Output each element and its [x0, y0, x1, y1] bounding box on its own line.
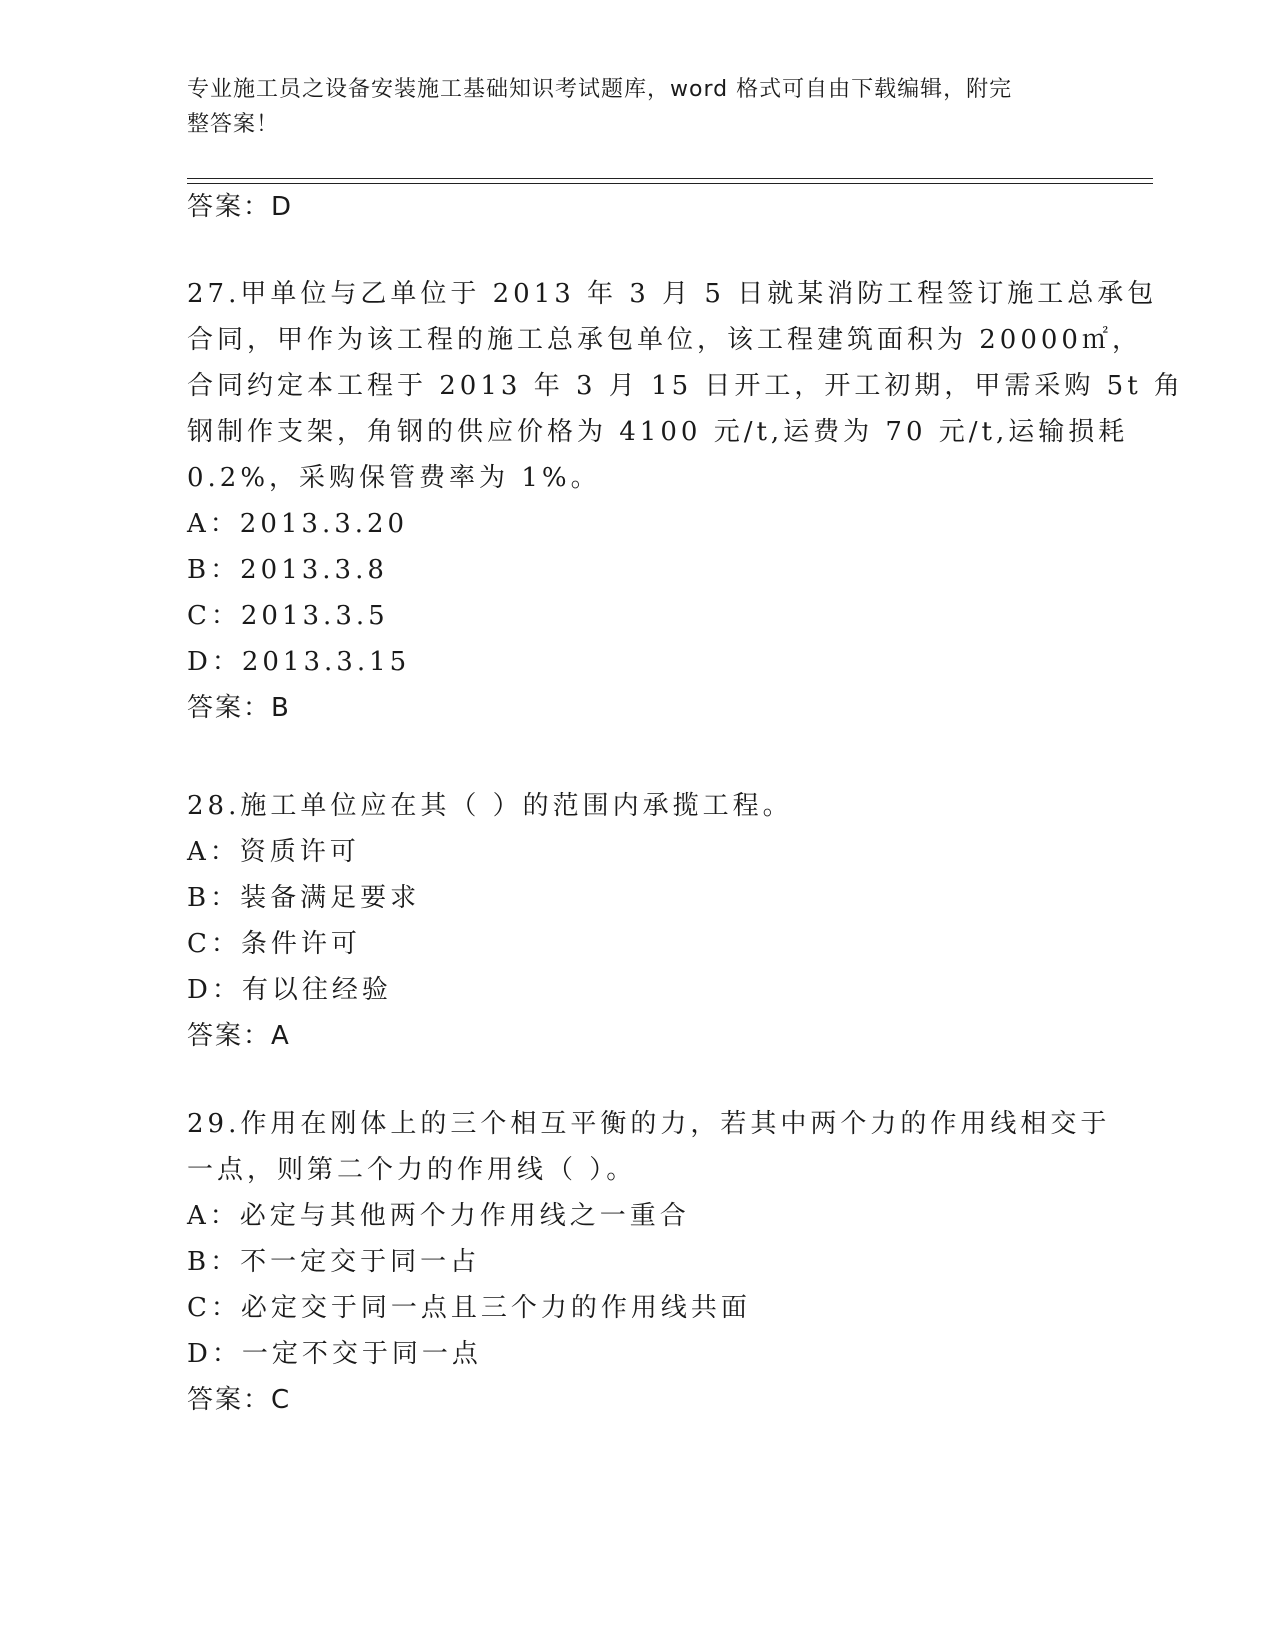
document-header [187, 72, 1067, 142]
option-b: B：2013.3.8 [187, 555, 388, 585]
option-b: B：装备满足要求 [187, 883, 421, 913]
question-text-line: 合同，甲作为该工程的施工总承包单位，该工程建筑面积为 20000㎡， [187, 325, 1142, 355]
option-c: C：条件许可 [187, 929, 361, 959]
question-text-line: 27.甲单位与乙单位于 2013 年 3 月 5 日就某消防工程签订施工总承包 [187, 279, 1158, 309]
answer-line: 答案：B [187, 693, 291, 723]
header-line-1: 专业施工员之设备安装施工基础知识考试题库，word 格式可自由下载编辑，附完 [187, 77, 1013, 102]
question-27 [187, 271, 1184, 731]
option-d: D：2013.3.15 [187, 647, 411, 677]
question-text-line: 0.2%，采购保管费率为 1%。 [187, 463, 601, 493]
question-text-line: 一点，则第二个力的作用线（ ）。 [187, 1155, 637, 1185]
previous-answer-block [187, 184, 1087, 230]
question-text-line: 29.作用在刚体上的三个相互平衡的力，若其中两个力的作用线相交于 [187, 1109, 1111, 1139]
question-text-line: 28.施工单位应在其（ ）的范围内承揽工程。 [187, 791, 793, 821]
header-line-2: 整答案！ [187, 112, 280, 137]
option-b: B：不一定交于同一占 [187, 1247, 481, 1277]
option-a: A：2013.3.20 [187, 509, 409, 539]
answer-line: 答案：D [187, 192, 294, 222]
answer-line: 答案：A [187, 1021, 291, 1051]
answer-line: 答案：C [187, 1385, 292, 1415]
question-text-line: 钢制作支架，角钢的供应价格为 4100 元/t,运费为 70 元/t,运输损耗 [187, 417, 1129, 447]
question-28 [187, 783, 1087, 1059]
option-c: C：必定交于同一点且三个力的作用线共面 [187, 1293, 751, 1323]
header-rule-top [187, 178, 1153, 179]
option-a: A：必定与其他两个力作用线之一重合 [187, 1201, 690, 1231]
question-29 [187, 1101, 1111, 1423]
option-c: C：2013.3.5 [187, 601, 389, 631]
option-a: A：资质许可 [187, 837, 360, 867]
option-d: D：有以往经验 [187, 975, 392, 1005]
option-d: D：一定不交于同一点 [187, 1339, 482, 1369]
question-text-line: 合同约定本工程于 2013 年 3 月 15 日开工，开工初期，甲需采购 5t 角 [187, 371, 1184, 401]
